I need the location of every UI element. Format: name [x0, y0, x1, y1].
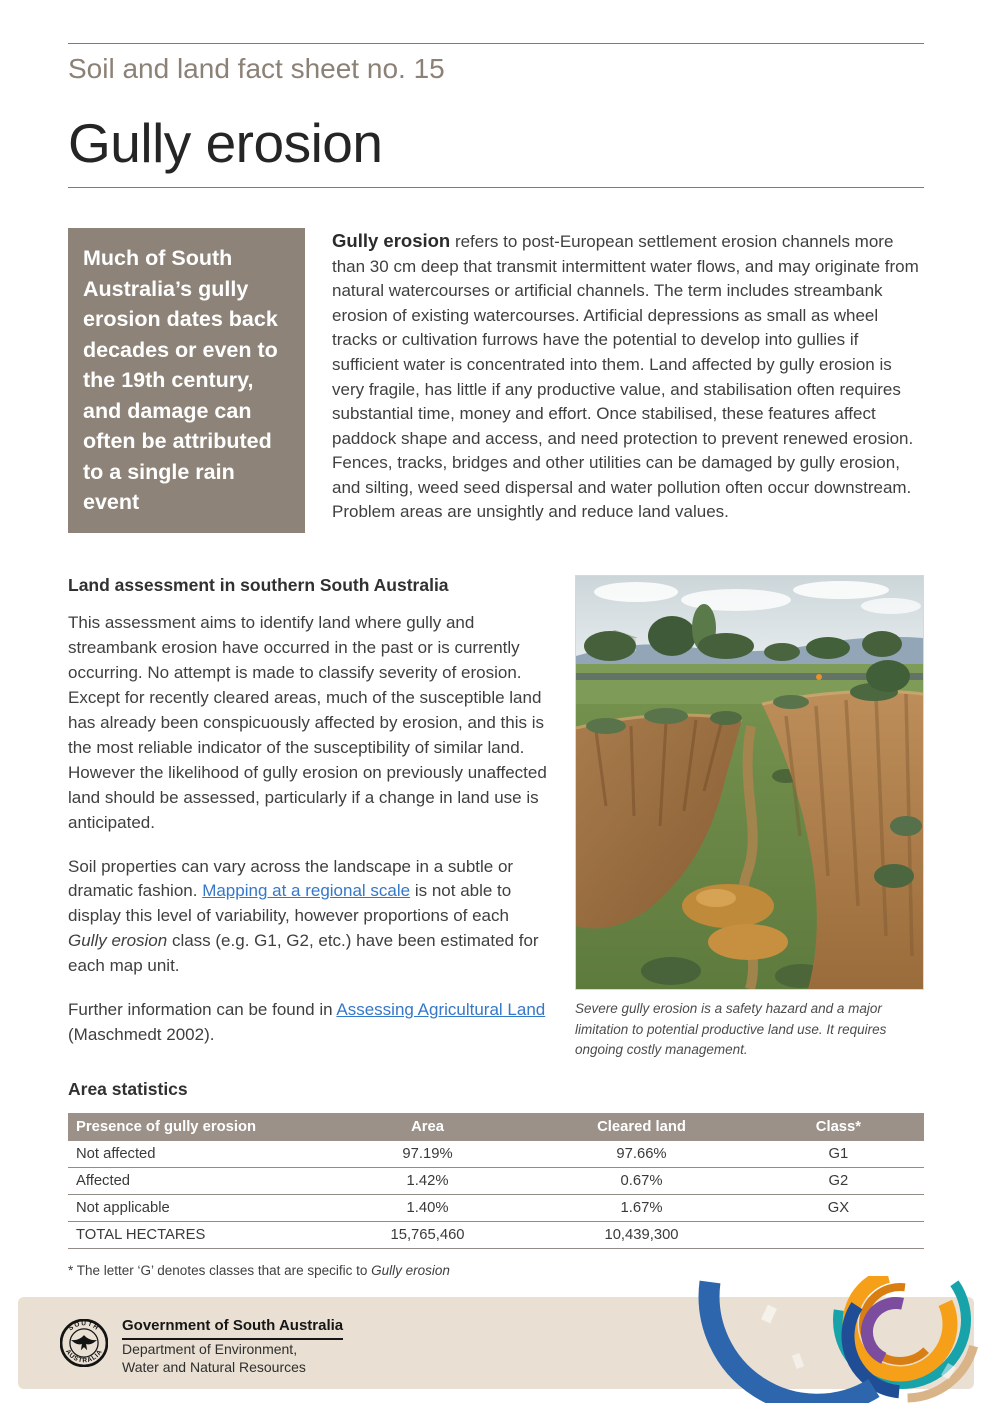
table-row-affected: [68, 1168, 924, 1195]
table-cell: Not applicable: [68, 1195, 325, 1222]
table-footnote: [68, 1263, 924, 1278]
footnote-text: * The letter ‘G’ denotes classes that are specific to: [68, 1263, 372, 1279]
pull-quote-box: Much of South Australia’s gully erosion dates back decades or even to the 19th century, and damage can often be attributed to a single rain event: [68, 228, 305, 533]
col-header-cleared-land: Cleared land: [530, 1113, 753, 1141]
table-cell: 1.67%: [530, 1195, 753, 1222]
assessment-paragraph-3: [68, 998, 548, 1048]
col-header-area: Area: [325, 1113, 530, 1141]
intro-paragraph: [332, 228, 924, 533]
table-row-total-hectares: [68, 1222, 924, 1249]
photo-caption: Severe gully erosion is a safety hazard and a major limitation to potential productive land use. It requires ongoing costly management.: [575, 1000, 887, 1058]
para3-text-end: (Maschmedt 2002).: [68, 1025, 215, 1045]
table-cell: 97.66%: [530, 1141, 753, 1168]
table-cell: 10,439,300: [530, 1222, 753, 1249]
para2-italic-term: Gully erosion: [68, 931, 168, 951]
para2-text-end: class (e.g. G1, G2, etc.) have been estimated for each map unit.: [68, 931, 539, 976]
table-cell: GX: [753, 1195, 924, 1222]
table-cell: G2: [753, 1168, 924, 1195]
col-header-class: Class*: [753, 1113, 924, 1141]
fact-sheet-series-label: Soil and land fact sheet no. 15: [68, 53, 445, 84]
table-header-row: [68, 1113, 924, 1141]
page-title: Gully erosion: [68, 112, 383, 174]
assessment-paragraph-1: This assessment aims to identify land where gully and streambank erosion have occurred in the past or is currently occurring. No attempt is made to classify severity of erosion. Except for recently cleared areas, much of the susceptible land has already been conspicuously affected by erosion, and this is the most reliable indicator of the susceptibility of similar land. However the likelihood of gully erosion on previously unaffected land should be assessed, particularly if a change in land use is anticipated.: [68, 612, 547, 832]
intro-body-text: refers to post-European settlement erosion channels more than 30 cm deep that transmit intermittent water flows, and may originate from natural watercourses or artificial channels. The term includes streambank erosion of existing watercourses. Artificial depressions as small as wheel tracks or cultivation furrows have the potential to develop into gullies if sufficient water is concentrated into them. Land affected by gully erosion is very fragile, has little if any productive value, and stabilisation often requires substantial time, money and effort. Once stabilised, these features affect paddock shape and access, and need protection to prevent renewed erosion. Fences, tracks, bridges and other utilities can be damaged by gully erosion, and silting, weed seed dispersal and water pollution often occur downstream. Problem areas are unsightly and reduce land values.: [332, 232, 919, 522]
para2-text-mid: is not able to display this level of variability, however proportions of each: [68, 881, 512, 926]
logo-text-bottom: AUSTRALIA: [63, 1348, 105, 1365]
assessment-paragraph-2: [68, 855, 548, 980]
intro-lead-term: Gully erosion: [332, 230, 451, 251]
table-cell: 1.40%: [325, 1195, 530, 1222]
department-line-2: Water and Natural Resources: [122, 1359, 306, 1376]
table-cell: Not affected: [68, 1141, 325, 1168]
table-cell: 15,765,460: [325, 1222, 530, 1249]
table-row-not-affected: [68, 1141, 924, 1168]
link-mapping-regional-scale[interactable]: Mapping at a regional scale: [202, 881, 411, 901]
footer-band: [18, 1297, 974, 1389]
section-heading-land-assessment: Land assessment in southern South Australia: [68, 574, 449, 595]
link-assessing-agricultural-land[interactable]: Assessing Agricultural Land: [336, 1000, 546, 1020]
table-cell: G1: [753, 1141, 924, 1168]
title-rule: [68, 187, 924, 188]
government-title: Government of South Australia: [122, 1317, 343, 1340]
logo-text-top: SOUTH: [67, 1320, 101, 1333]
table-cell: TOTAL HECTARES: [68, 1222, 325, 1249]
sa-government-logo: [60, 1319, 108, 1367]
table-row-not-applicable: [68, 1195, 924, 1222]
gully-photo: [575, 575, 924, 990]
piping-shrike-icon: [71, 1335, 97, 1350]
table-cell: 97.19%: [325, 1141, 530, 1168]
table-cell: Affected: [68, 1168, 325, 1195]
table-cell: 1.42%: [325, 1168, 530, 1195]
col-header-presence: Presence of gully erosion: [68, 1113, 325, 1141]
table-cell: 0.67%: [530, 1168, 753, 1195]
department-line-1: Department of Environment,: [122, 1341, 298, 1357]
top-rule: [68, 43, 924, 44]
area-statistics-table: [68, 1113, 924, 1249]
footnote-italic-term: Gully erosion: [371, 1263, 450, 1279]
section-heading-area-statistics: Area statistics: [68, 1079, 188, 1100]
para2-text-before: Soil properties can vary across the landscape in a subtle or dramatic fashion.: [68, 856, 514, 901]
table-cell: [753, 1222, 924, 1249]
para3-text-before: Further information can be found in: [68, 1000, 337, 1020]
